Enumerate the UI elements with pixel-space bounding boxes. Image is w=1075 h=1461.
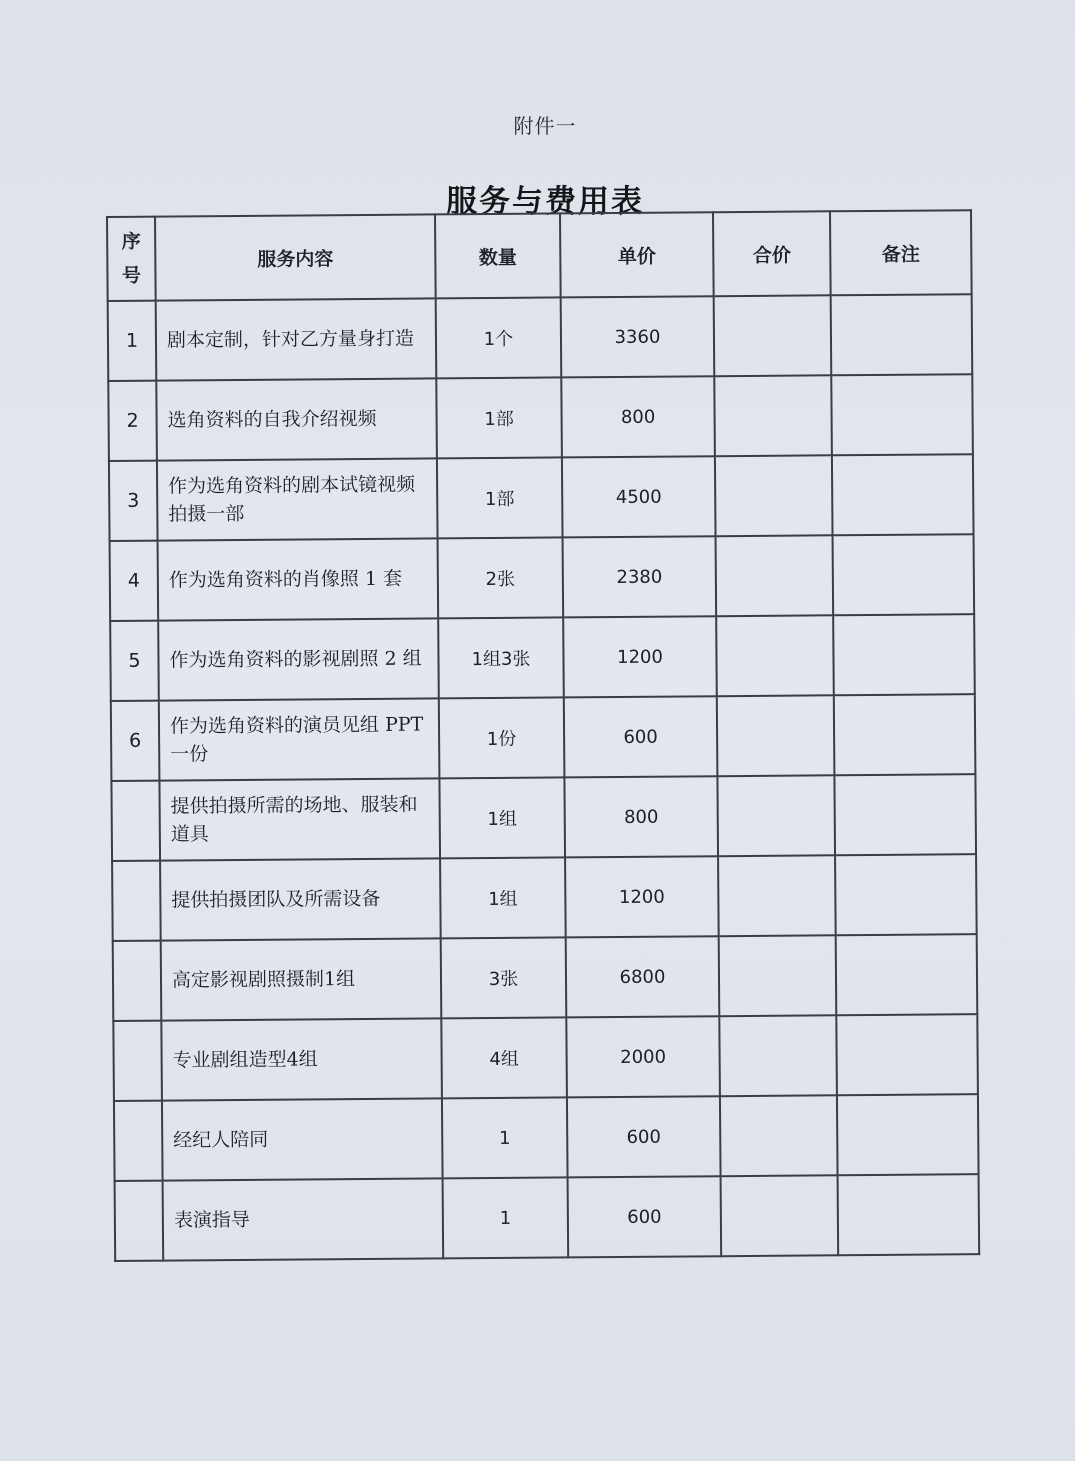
row-total (720, 1095, 838, 1176)
row-quantity: 1组 (440, 857, 566, 938)
row-remarks (835, 854, 977, 935)
row-total (718, 855, 836, 936)
header-remarks: 备注 (830, 210, 972, 295)
row-unit-price: 800 (564, 776, 718, 857)
header-quantity: 数量 (435, 213, 561, 298)
row-remarks (837, 1094, 979, 1175)
row-total (717, 775, 835, 856)
row-unit-price: 1200 (563, 616, 717, 697)
row-quantity: 1个 (436, 297, 562, 378)
row-seq (113, 1021, 162, 1101)
row-content: 表演指导 (163, 1178, 444, 1260)
row-quantity: 1 (442, 1097, 568, 1178)
row-quantity: 1份 (439, 697, 565, 778)
row-total (719, 935, 837, 1016)
row-unit-price: 800 (561, 376, 715, 457)
row-quantity: 1组3张 (438, 617, 564, 698)
table-row (113, 1014, 978, 1101)
row-seq: 3 (109, 461, 158, 541)
row-seq (113, 941, 162, 1021)
row-remarks (836, 1014, 978, 1095)
row-content: 专业剧组造型4组 (161, 1018, 442, 1100)
document-title: 服务与费用表 (446, 184, 644, 220)
row-remarks (836, 934, 978, 1015)
row-content: 提供拍摄团队及所需设备 (160, 858, 441, 940)
fee-table-wrapper (106, 209, 978, 1262)
row-seq: 4 (110, 541, 159, 621)
table-row (110, 614, 975, 701)
row-unit-price: 2000 (566, 1016, 720, 1097)
row-content: 作为选角资料的影视剧照 2 组 (158, 618, 439, 700)
row-unit-price: 600 (568, 1176, 722, 1257)
row-content: 高定影视剧照摄制1组 (161, 938, 442, 1020)
row-seq: 2 (108, 381, 157, 461)
row-total (714, 295, 832, 376)
attachment-label: 附件一 (513, 114, 577, 138)
row-seq (112, 861, 161, 941)
row-quantity: 2张 (438, 537, 564, 618)
header-seq-line2: 号 (121, 264, 142, 287)
row-total (716, 535, 834, 616)
row-unit-price: 3360 (561, 296, 715, 377)
table-row (114, 1094, 979, 1181)
row-quantity: 1部 (436, 377, 562, 458)
row-unit-price: 2380 (563, 536, 717, 617)
row-content: 经纪人陪同 (162, 1098, 443, 1180)
row-unit-price: 6800 (566, 936, 720, 1017)
row-seq: 6 (111, 701, 160, 781)
header-total: 合价 (713, 211, 831, 296)
row-quantity: 3张 (441, 937, 567, 1018)
row-remarks (833, 534, 975, 615)
row-seq: 1 (108, 301, 157, 381)
row-seq (114, 1101, 163, 1181)
row-seq (115, 1181, 164, 1261)
row-total (721, 1175, 839, 1256)
row-remarks (834, 694, 976, 775)
row-total (716, 615, 834, 696)
table-header-row (107, 210, 972, 301)
header-content: 服务内容 (155, 214, 436, 300)
row-remarks (831, 294, 973, 375)
table-row (115, 1174, 980, 1261)
service-fee-table (106, 209, 980, 1262)
table-row (111, 694, 976, 781)
row-content: 作为选角资料的剧本试镜视频拍摄一部 (157, 458, 438, 540)
table-row (109, 454, 974, 541)
row-total (719, 1015, 837, 1096)
table-row (108, 374, 973, 461)
row-content: 提供拍摄所需的场地、服装和道具 (159, 778, 440, 860)
row-unit-price: 600 (567, 1096, 721, 1177)
row-content: 作为选角资料的肖像照 1 套 (158, 538, 439, 620)
row-quantity: 1 (443, 1177, 569, 1258)
row-unit-price: 4500 (562, 456, 716, 537)
row-content: 选角资料的自我介绍视频 (156, 378, 437, 460)
row-quantity: 4组 (441, 1017, 567, 1098)
row-remarks (833, 614, 975, 695)
header-seq-line1: 序 (121, 230, 141, 253)
row-quantity: 1部 (437, 457, 563, 538)
row-unit-price: 600 (564, 696, 718, 777)
row-seq: 5 (110, 621, 159, 701)
row-remarks (831, 374, 973, 455)
header-unit-price: 单价 (560, 212, 714, 297)
table-row (111, 774, 976, 861)
table-row (108, 294, 973, 381)
row-content: 作为选角资料的演员见组 PPT 一份 (159, 698, 440, 780)
table-row (112, 854, 977, 941)
table-row (113, 934, 978, 1021)
row-remarks (838, 1174, 980, 1255)
row-total (714, 375, 832, 456)
header-seq (107, 217, 156, 301)
row-quantity: 1组 (439, 777, 565, 858)
row-unit-price: 1200 (565, 856, 719, 937)
row-remarks (834, 774, 976, 855)
row-total (715, 455, 833, 536)
row-seq (111, 781, 160, 861)
row-content: 剧本定制，针对乙方量身打造 (156, 298, 437, 380)
row-total (717, 695, 835, 776)
table-row (110, 534, 975, 621)
row-remarks (832, 454, 974, 535)
